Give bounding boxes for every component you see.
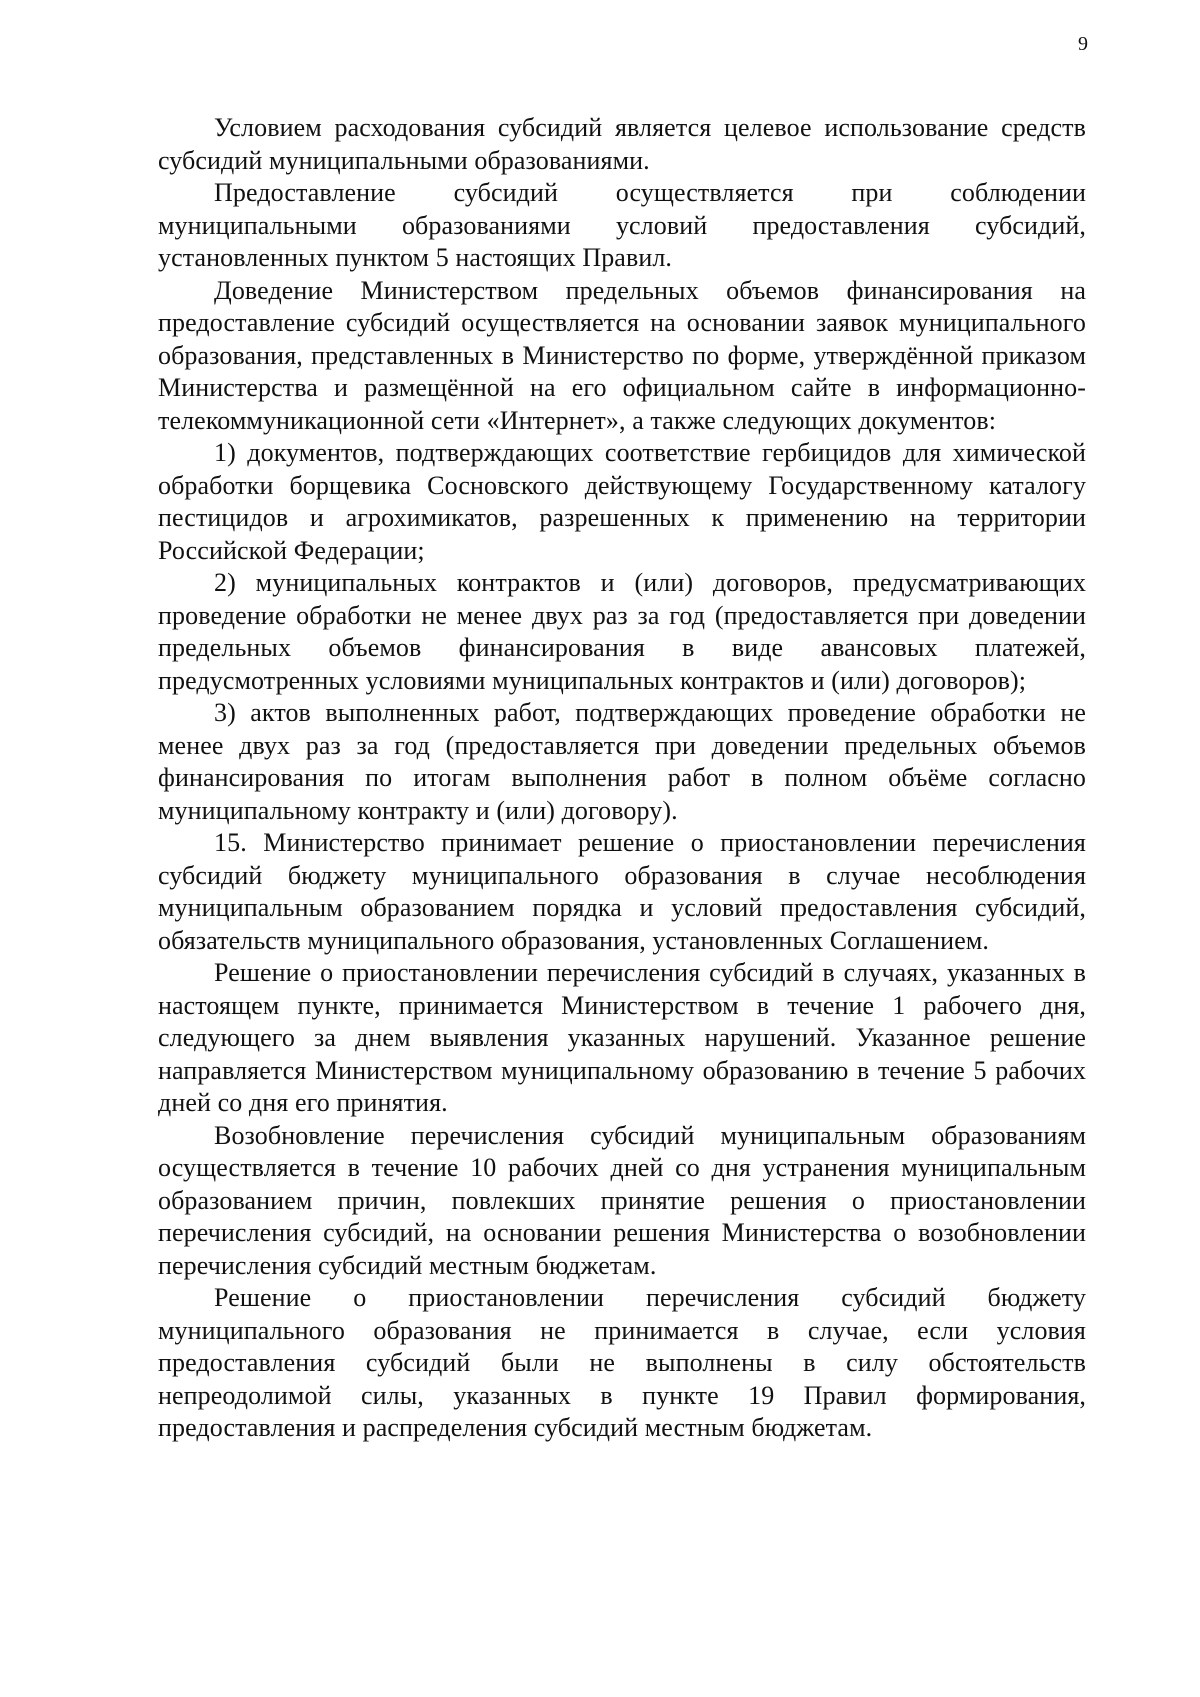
- list-item-work-acts: 3) актов выполненных работ, подтверждающих проведение обработки не менее двух раз за год (предоставляется при доведении предельных объемов финансирования по итогам выполнения работ в полном объёме согласно муниципальному контракту и (или) договору).: [158, 698, 1086, 825]
- list-item-municipal-contracts: 2) муниципальных контрактов и (или) договоров, предусматривающих проведение обработки не менее двух раз за год (предоставляется при доведении предельных объемов финансирования в виде авансовых платежей, предусмотренных условиями муниципальных контрактов и (или) договоров);: [158, 568, 1086, 695]
- paragraph-provision-conditions: Предоставление субсидий осуществляется при соблюдении муниципальными образованиями условий предоставления субсидий, установленных пунктом 5 настоящих Правил.: [158, 178, 1086, 272]
- page-number: 9: [1078, 33, 1088, 55]
- paragraph-spending-condition: Условием расходования субсидий является целевое использование средств субсидий муниципальными образованиями.: [158, 113, 1086, 175]
- paragraph-force-majeure: Решение о приостановлении перечисления субсидий бюджету муниципального образования не принимается в случае, если условия предоставления субсидий были не выполнены в силу обстоятельств непреодолимой силы, указанных в пункте 19 Правил формирования, предоставления и распределения субсидий местным бюджетам.: [158, 1283, 1086, 1442]
- paragraph-resumption: Возобновление перечисления субсидий муниципальным образованиям осуществляется в течение 10 рабочих дней со дня устранения муниципальным образованием причин, повлекших принятие решения о приостановлении перечисления субсидий, на основании решения Министерства о возобновлении перечисления субсидий местным бюджетам.: [158, 1120, 1086, 1280]
- paragraph-funding-limits: Доведение Министерством предельных объемов финансирования на предоставление субсидий осуществляется на основании заявок муниципального образования, представленных в Министерство по форме, утверждённой приказом Министерства и размещённой на его официальном сайте в информационно-телекоммуникационной сети «Интернет», а также следующих документов:: [158, 275, 1086, 435]
- paragraph-suspension-decision: Решение о приостановлении перечисления субсидий в случаях, указанных в настоящем пункте, принимается Министерством в течение 1 рабочего дня, следующего за днем выявления указанных нарушений. Указанное решение направляется Министерством муниципальному образованию в течение 5 рабочих дней со дня его принятия.: [158, 958, 1086, 1117]
- paragraph-clause-15: 15. Министерство принимает решение о приостановлении перечисления субсидий бюджету муниципального образования в случае несоблюдения муниципальным образованием порядка и условий предоставления субсидий, обязательств муниципального образования, установленных Соглашением.: [158, 828, 1086, 955]
- list-item-herbicide-documents: 1) документов, подтверждающих соответствие гербицидов для химической обработки борщевика Сосновского действующему Государственному каталогу пестицидов и агрохимикатов, разрешенных к применению на территории Российской Федерации;: [158, 438, 1086, 565]
- document-body: [158, 112, 1086, 1445]
